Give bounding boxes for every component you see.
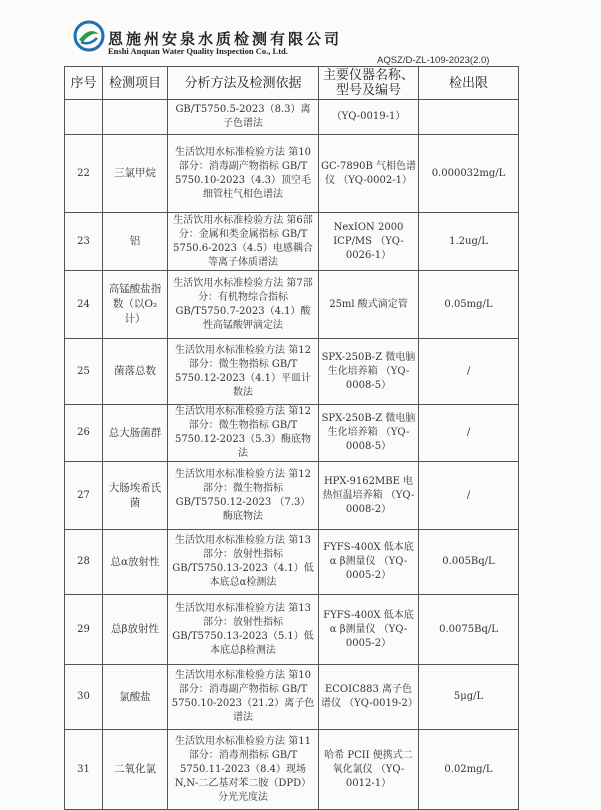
table-row <box>65 271 519 339</box>
cell-item: 高锰酸盐指数（以O₂计） <box>103 271 168 339</box>
cell-no <box>65 100 103 135</box>
document-number: AQSZ/D-ZL-109-2023(2.0) <box>377 55 490 66</box>
cell-method: 生活饮用水标准检验方法 第12部分：微生物指标 GB/T 5750.12-2023（4.1）平皿计数法 <box>168 339 319 405</box>
cell-item: 总α放射性 <box>103 530 168 595</box>
header-instrument: 主要仪器名称、型号及编号 <box>319 67 419 100</box>
cell-method: GB/T5750.5-2023（8.3）离子色谱法 <box>168 100 319 135</box>
cell-instrument: （YQ-0019-1） <box>319 100 419 135</box>
table-row <box>65 405 519 462</box>
cell-item: 二氧化氯 <box>103 730 168 810</box>
cell-method: 生活饮用水标准检验方法 第7部分：有机物综合指标 GB/T5750.7-2023（4.1）酸性高锰酸钾滴定法 <box>168 271 319 339</box>
cell-no: 27 <box>65 462 103 530</box>
cell-limit: / <box>419 462 519 530</box>
header-no: 序号 <box>65 67 103 100</box>
cell-limit <box>419 100 519 135</box>
cell-method: 生活饮用水标准检验方法 第10部分：消毒副产物指标 GB/T 5750.10-2023（21.2）离子色谱法 <box>168 665 319 730</box>
cell-method: 生活饮用水标准检验方法 第13部分：放射性指标 GB/T5750.13-2023（5.1）低本底总β检测法 <box>168 595 319 665</box>
table-row <box>65 730 519 810</box>
cell-no: 29 <box>65 595 103 665</box>
table-header-row <box>65 67 519 100</box>
cell-instrument: 25ml 酸式滴定管 <box>319 271 419 339</box>
cell-instrument: FYFS-400X 低本底α β测量仪 （YQ-0005-2） <box>319 595 419 665</box>
cell-item: 大肠埃希氏菌 <box>103 462 168 530</box>
cell-instrument: GC-7890B 气相色谱仪 （YQ-0002-1） <box>319 135 419 213</box>
cell-limit: 1.2ug/L <box>419 213 519 271</box>
cell-limit: 5μg/L <box>419 665 519 730</box>
cell-item: 菌落总数 <box>103 339 168 405</box>
company-name-cn: 恩施州安泉水质检测有限公司 <box>108 30 343 48</box>
table-row <box>65 462 519 530</box>
table-row <box>65 665 519 730</box>
cell-method: 生活饮用水标准检验方法 第6部分：金属和类金属指标 GB/T 5750.6-2023（4.5）电感耦合等离子体质谱法 <box>168 213 319 271</box>
cell-limit: 0.05mg/L <box>419 271 519 339</box>
cell-method: 生活饮用水标准检验方法 第11部分：消毒剂指标 GB/T 5750.11-2023（8.4）现场N,N-二乙基对苯二胺（DPD）分光光度法 <box>168 730 319 810</box>
cell-limit: 0.0075Bq/L <box>419 595 519 665</box>
cell-item <box>103 100 168 135</box>
header-limit: 检出限 <box>419 67 519 100</box>
cell-method: 生活饮用水标准检验方法 第13部分：放射性指标 GB/T5750.13-2023（4.1）低本底总α检测法 <box>168 530 319 595</box>
table-row <box>65 339 519 405</box>
cell-instrument: SPX-250B-Z 微电脑生化培养箱 （YQ-0008-5） <box>319 405 419 462</box>
cell-no: 22 <box>65 135 103 213</box>
cell-no: 25 <box>65 339 103 405</box>
inspection-methods-table <box>64 66 519 810</box>
cell-item: 三氯甲烷 <box>103 135 168 213</box>
report-header <box>0 0 601 64</box>
cell-no: 23 <box>65 213 103 271</box>
table-row <box>65 595 519 665</box>
cell-limit: / <box>419 405 519 462</box>
cell-limit: 0.000032mg/L <box>419 135 519 213</box>
cell-instrument: SPX-250B-Z 微电脑生化培养箱 （YQ-0008-5） <box>319 339 419 405</box>
cell-item: 铝 <box>103 213 168 271</box>
cell-method: 生活饮用水标准检验方法 第12部分：微生物指标 GB/T 5750.12-2023（5.3）酶底物法 <box>168 405 319 462</box>
cell-instrument: FYFS-400X 低本底α β测量仪 （YQ-0005-2） <box>319 530 419 595</box>
cell-instrument: NexION 2000 ICP/MS （YQ-0026-1） <box>319 213 419 271</box>
cell-item: 氯酸盐 <box>103 665 168 730</box>
company-logo-icon <box>73 20 105 52</box>
cell-no: 31 <box>65 730 103 810</box>
table-row <box>65 135 519 213</box>
cell-item: 总大肠菌群 <box>103 405 168 462</box>
cell-instrument: 哈希 PCII 便携式二氧化氯仪 （YQ-0012-1） <box>319 730 419 810</box>
cell-no: 28 <box>65 530 103 595</box>
cell-method: 生活饮用水标准检验方法 第10部分：消毒副产物指标 GB/T 5750.10-2023（4.3）顶空毛细管柱气相色谱法 <box>168 135 319 213</box>
cell-item: 总β放射性 <box>103 595 168 665</box>
cell-no: 26 <box>65 405 103 462</box>
header-method: 分析方法及检测依据 <box>168 67 319 100</box>
cell-limit: / <box>419 339 519 405</box>
table-row <box>65 213 519 271</box>
table-row-continuation <box>65 100 519 135</box>
cell-no: 24 <box>65 271 103 339</box>
table-row <box>65 530 519 595</box>
cell-instrument: ECOIC883 离子色谱仪 （YQ-0019-2） <box>319 665 419 730</box>
cell-instrument: HPX-9162MBE 电热恒温培养箱 （YQ-0008-2） <box>319 462 419 530</box>
company-name-en: Enshi Anquan Water Quality Inspection Co., Ltd. <box>108 46 288 56</box>
cell-limit: 0.02mg/L <box>419 730 519 810</box>
cell-no: 30 <box>65 665 103 730</box>
cell-method: 生活饮用水标准检验方法 第12部分：微生物指标 GB/T5750.12-2023 （7.3）酶底物法 <box>168 462 319 530</box>
header-item: 检测项目 <box>103 67 168 100</box>
cell-limit: 0.005Bq/L <box>419 530 519 595</box>
